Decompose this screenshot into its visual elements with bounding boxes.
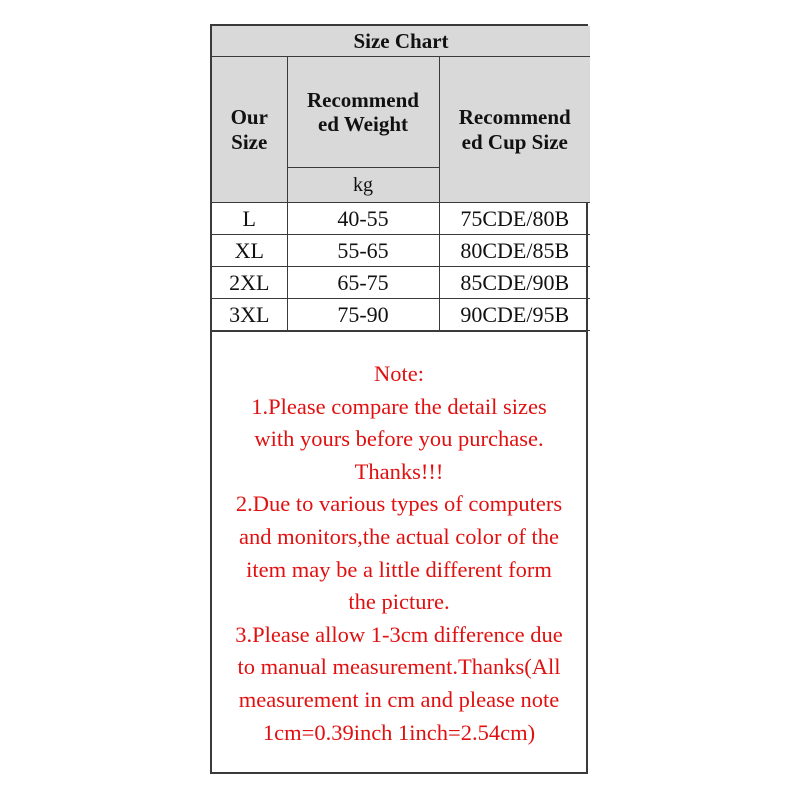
note-line: the picture. <box>348 589 450 615</box>
size-cell: L <box>212 203 287 235</box>
weight-cell: 40-55 <box>287 203 439 235</box>
header-our-size-line-1: Our <box>230 105 268 130</box>
header-weight-line-2: ed Weight <box>317 112 409 136</box>
note-line: 1cm=0.39inch 1inch=2.54cm) <box>262 719 536 745</box>
table-row <box>212 235 590 267</box>
size-chart-title: Size Chart <box>212 26 590 57</box>
size-chart-card <box>210 24 588 774</box>
note-line: Thanks!!! <box>354 458 444 484</box>
note-line: 3.Please allow 1-3cm difference due <box>235 621 563 647</box>
header-our-size <box>212 57 287 203</box>
weight-cell: 55-65 <box>287 235 439 267</box>
table-row <box>212 299 590 331</box>
size-cell: 2XL <box>212 267 287 299</box>
header-cup-size <box>439 57 590 203</box>
note-line: item may be a little different form <box>246 556 552 582</box>
note-line: to manual measurement.Thanks(All <box>237 654 561 680</box>
cup-cell: 80CDE/85B <box>439 235 590 267</box>
note-line: with yours before you purchase. <box>254 426 544 452</box>
cup-cell: 75CDE/80B <box>439 203 590 235</box>
header-our-size-line-2: Size <box>231 129 268 154</box>
header-weight <box>287 57 439 168</box>
table-row <box>212 267 590 299</box>
table-row <box>212 203 590 235</box>
note-line: and monitors,the actual color of the <box>239 523 559 549</box>
cup-cell: 85CDE/90B <box>439 267 590 299</box>
header-weight-unit: kg <box>287 168 439 203</box>
weight-cell: 65-75 <box>287 267 439 299</box>
note-line: 1.Please compare the detail sizes <box>251 393 547 419</box>
note-section <box>212 331 586 749</box>
size-cell: 3XL <box>212 299 287 331</box>
size-chart-table <box>212 26 590 331</box>
note-line: 2.Due to various types of computers <box>235 491 563 517</box>
weight-cell: 75-90 <box>287 299 439 331</box>
cup-cell: 90CDE/95B <box>439 299 590 331</box>
note-line: measurement in cm and please note <box>238 686 560 712</box>
header-cup-line-1: Recommend <box>458 105 571 130</box>
header-cup-line-2: ed Cup Size <box>461 129 568 154</box>
size-cell: XL <box>212 235 287 267</box>
note-line: Note: <box>374 361 424 386</box>
header-weight-line-1: Recommend <box>307 87 419 112</box>
